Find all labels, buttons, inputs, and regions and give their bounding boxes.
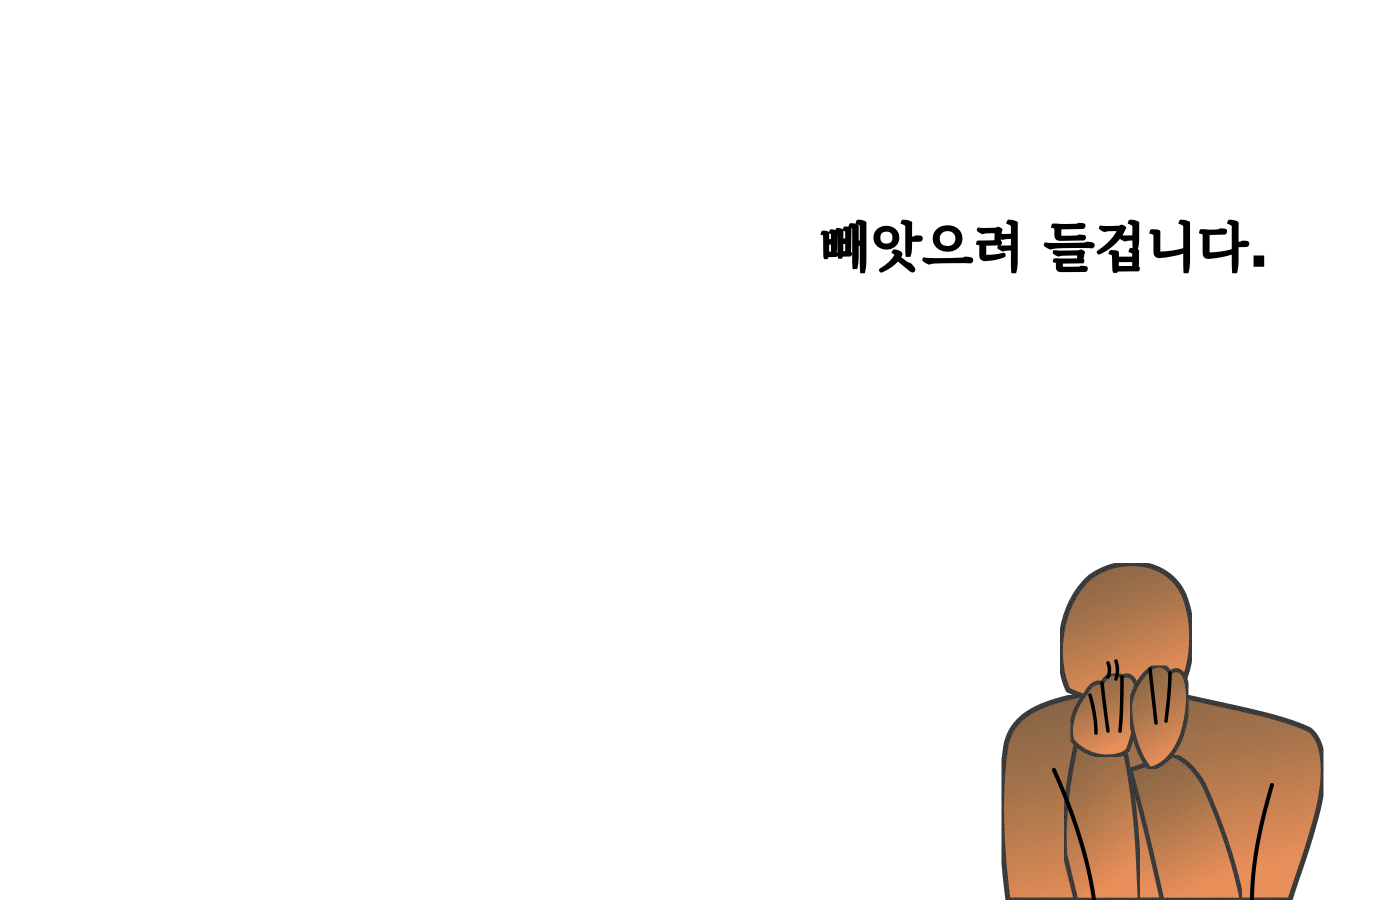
left-forearm <box>1064 735 1140 900</box>
crying-person-illustration <box>990 555 1340 900</box>
caption-text: 빼앗으려 들겁니다. <box>820 219 1270 279</box>
